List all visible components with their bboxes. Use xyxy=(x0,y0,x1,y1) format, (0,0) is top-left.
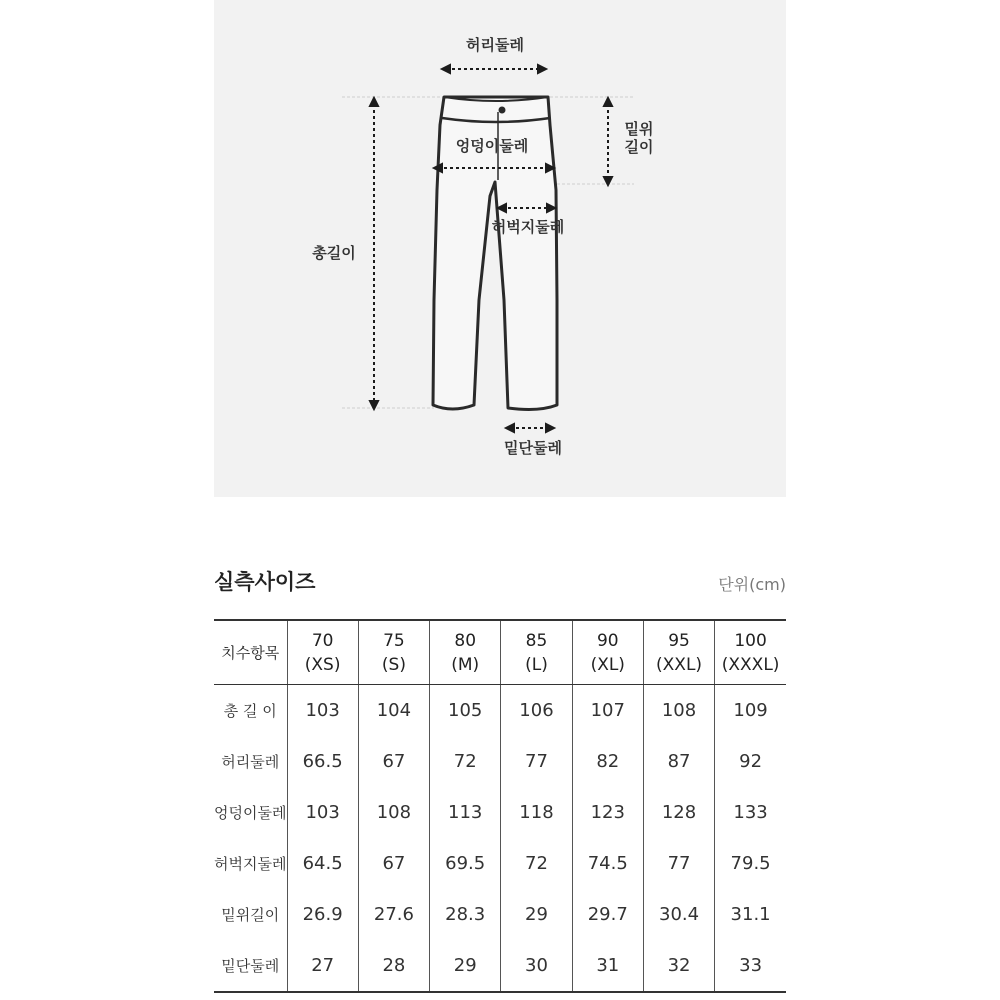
header-label: 치수항목 xyxy=(214,620,287,685)
table-row xyxy=(214,889,786,940)
table-cell: 30.4 xyxy=(643,889,714,940)
table-cell: 82 xyxy=(572,736,643,787)
size-column-header xyxy=(643,620,714,685)
size-num: 85 xyxy=(525,630,548,651)
table-cell: 28 xyxy=(358,940,429,992)
table-cell: 66.5 xyxy=(287,736,358,787)
thigh-label: 허벅지둘레 xyxy=(491,218,565,236)
rise-label xyxy=(625,120,654,156)
size-code: (XXL) xyxy=(656,654,703,675)
table-cell: 31 xyxy=(572,940,643,992)
table-cell: 77 xyxy=(643,838,714,889)
table-cell: 31.1 xyxy=(715,889,786,940)
pants-illustration xyxy=(214,0,786,497)
size-code: (XL) xyxy=(590,654,625,675)
table-cell: 79.5 xyxy=(715,838,786,889)
table-cell: 104 xyxy=(358,685,429,737)
row-label: 허리둘레 xyxy=(221,753,280,771)
table-cell: 33 xyxy=(715,940,786,992)
table-cell: 103 xyxy=(287,685,358,737)
table-cell: 107 xyxy=(572,685,643,737)
table-cell: 32 xyxy=(643,940,714,992)
hem-arrow xyxy=(506,424,554,432)
table-cell: 106 xyxy=(501,685,572,737)
table-cell: 87 xyxy=(643,736,714,787)
size-column-header xyxy=(501,620,572,685)
size-num: 90 xyxy=(596,630,619,651)
rise-label-line2: 길이 xyxy=(624,138,654,156)
table-cell: 92 xyxy=(715,736,786,787)
table-cell: 108 xyxy=(643,685,714,737)
table-cell: 103 xyxy=(287,787,358,838)
size-code: (L) xyxy=(525,654,548,675)
size-column-header xyxy=(358,620,429,685)
row-label: 허벅지둘레 xyxy=(214,855,287,873)
size-code: (XS) xyxy=(304,654,341,675)
size-column-header xyxy=(287,620,358,685)
row-label: 엉덩이둘레 xyxy=(214,804,287,822)
table-cell: 74.5 xyxy=(572,838,643,889)
table-cell: 28.3 xyxy=(430,889,501,940)
table-cell: 128 xyxy=(643,787,714,838)
table-cell: 64.5 xyxy=(287,838,358,889)
waist-arrow xyxy=(442,65,546,73)
table-cell: 69.5 xyxy=(430,838,501,889)
unit-label: 단위(cm) xyxy=(718,575,786,594)
size-column-header xyxy=(715,620,786,685)
table-cell: 72 xyxy=(501,838,572,889)
table-cell: 29 xyxy=(501,889,572,940)
table-cell: 72 xyxy=(430,736,501,787)
table-cell: 26.9 xyxy=(287,889,358,940)
hem-label: 밑단둘레 xyxy=(504,439,562,457)
table-cell: 105 xyxy=(430,685,501,737)
pants-measurement-diagram xyxy=(214,0,786,497)
table-row xyxy=(214,736,786,787)
table-cell: 67 xyxy=(358,838,429,889)
table-cell: 27.6 xyxy=(358,889,429,940)
table-cell: 77 xyxy=(501,736,572,787)
hip-label: 엉덩이둘레 xyxy=(455,137,529,155)
size-table xyxy=(214,619,786,993)
size-code: (XXXL) xyxy=(721,654,780,675)
table-cell: 113 xyxy=(430,787,501,838)
table-cell: 29.7 xyxy=(572,889,643,940)
table-cell: 118 xyxy=(501,787,572,838)
table-cell: 27 xyxy=(287,940,358,992)
total-length-label: 총길이 xyxy=(312,244,356,262)
table-cell: 108 xyxy=(358,787,429,838)
table-cell: 30 xyxy=(501,940,572,992)
size-num: 70 xyxy=(311,630,334,651)
size-column-header xyxy=(430,620,501,685)
row-label: 밑위길이 xyxy=(221,906,280,924)
row-label: 밑단둘레 xyxy=(214,940,287,992)
table-row xyxy=(214,940,786,992)
total-length-arrow xyxy=(370,98,378,409)
table-row xyxy=(214,787,786,838)
table-cell: 109 xyxy=(715,685,786,737)
size-num: 80 xyxy=(454,630,477,651)
size-column-header xyxy=(572,620,643,685)
size-num: 95 xyxy=(668,630,690,651)
waist-label: 허리둘레 xyxy=(466,36,524,54)
rise-label-line1: 밑위 xyxy=(624,120,654,138)
size-num: 75 xyxy=(383,630,405,651)
button-icon xyxy=(499,107,506,114)
table-cell: 133 xyxy=(715,787,786,838)
header-row xyxy=(214,620,786,685)
table-row xyxy=(214,838,786,889)
table-row xyxy=(214,685,786,737)
table-cell: 29 xyxy=(430,940,501,992)
size-code: (M) xyxy=(451,654,480,675)
rise-arrow xyxy=(604,98,612,185)
size-code: (S) xyxy=(381,654,406,675)
table-cell: 67 xyxy=(358,736,429,787)
size-num: 100 xyxy=(734,630,767,651)
row-label: 총 길 이 xyxy=(223,702,277,720)
section-title: 실측사이즈 xyxy=(214,570,316,594)
table-cell: 123 xyxy=(572,787,643,838)
